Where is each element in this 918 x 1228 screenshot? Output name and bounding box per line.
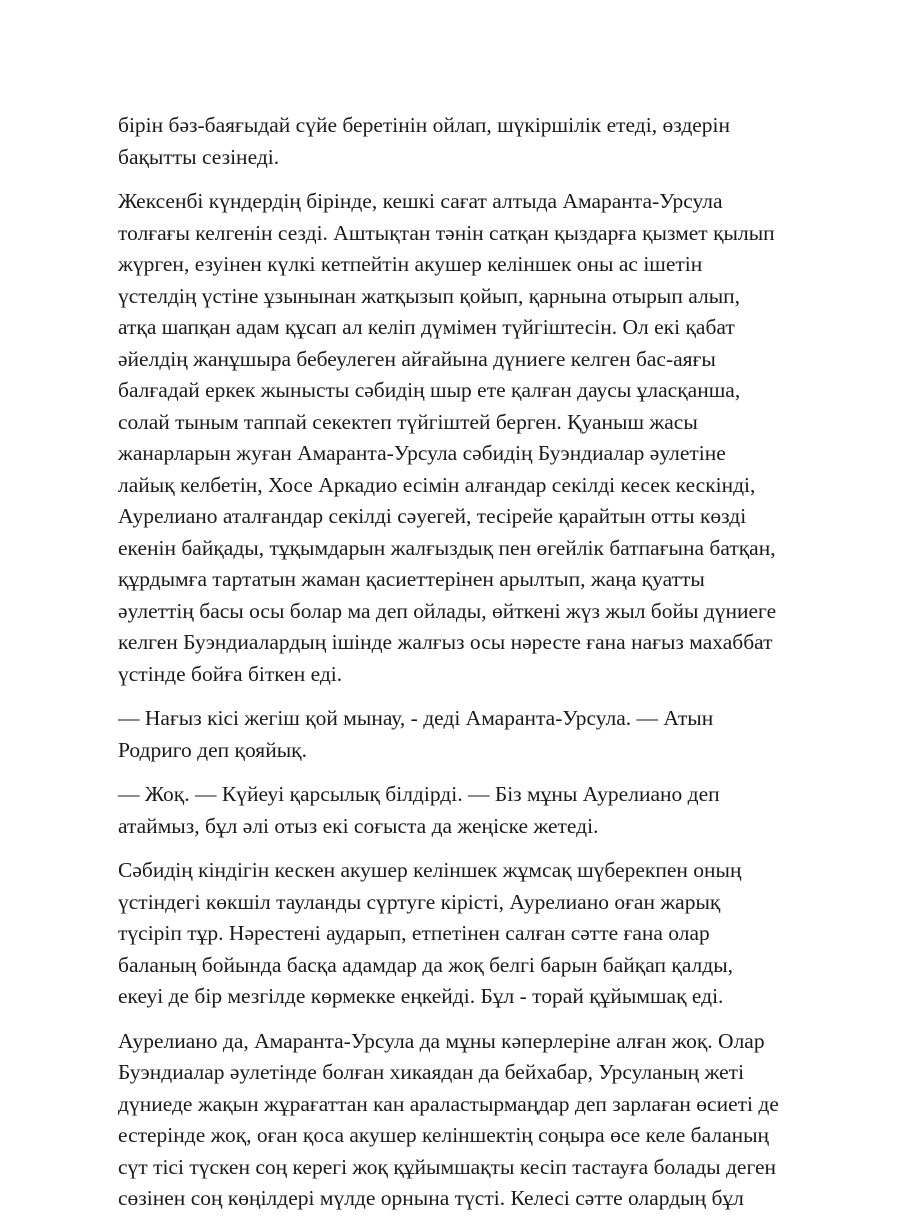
- text-line: Сәбидің кіндігін кескен акушер келіншек жұмсақ шүберекпен оның: [118, 858, 742, 882]
- text-line: сөзінен соң көңілдері мүлде орнына түсті. Келесі сәтте олардың бұл: [118, 1186, 744, 1210]
- text-line: бақытты сезінеді.: [118, 144, 280, 169]
- text-line: баланың бойында басқа адамдар да жоқ белгі барын байқап қалды,: [118, 952, 734, 977]
- text-line: атаймыз, бұл әлі отыз екі соғыста да жеңіске жетеді.: [118, 813, 599, 838]
- text-line: түсіріп тұр. Нәрестені аударып, етпетінен салған сәтте ғана олар: [118, 921, 710, 945]
- text-line: естерінде жоқ, оған қоса акушер келіншектің соңыра өсе келе баланың: [118, 1123, 770, 1147]
- text-line: жүрген, езуінен күлкі кетпейтін акушер келіншек оны ас ішетін: [118, 252, 703, 276]
- text-line: лайық келбетін, Хосе Аркадио есімін алғандар секілді кесек кескінді,: [118, 472, 756, 497]
- body-text: [118, 110, 808, 1228]
- paragraph: [118, 110, 808, 173]
- text-line: үстінде бойға біткен еді.: [118, 661, 343, 686]
- paragraph: [118, 855, 808, 1013]
- paragraph: [118, 703, 808, 766]
- text-line: солай тыным таппай секектеп түйгіштей берген. Қуаныш жасы: [118, 409, 698, 434]
- text-line: құрдымға тартатын жаман қасиеттерінен арылтып, жаңа қуатты: [118, 567, 705, 591]
- paragraph: [118, 779, 808, 842]
- paragraph: [118, 1026, 808, 1215]
- text-line: — Жоқ. — Күйеуі қарсылық білдірді. — Біз мұны Аурелиано деп: [118, 782, 720, 806]
- text-line: Буэндиалар әулетінде болған хикаядан да бейхабар, Урсуланың жеті: [118, 1060, 745, 1084]
- text-line: үстіндегі көкшіл тауланды сүртуге кірісті, Аурелиано оған жарық: [118, 889, 721, 914]
- text-line: балғадай еркек жынысты сәбидің шыр ете қалған даусы ұласқанша,: [118, 378, 741, 402]
- text-line: Аурелиано аталғандар секілді сәуегей, тесірейе қарайтын отты көзді: [118, 504, 747, 528]
- text-line: бірін бәз-баяғыдай сүйе беретінін ойлап, шүкіршілік етеді, өздерін: [118, 113, 731, 137]
- text-line: жанарларын жуған Амаранта-Урсула сәбидің Буэндиалар әулетіне: [118, 441, 726, 465]
- text-line: дүниеде жақын жұрағаттан кан араластырмаңдар деп зарлаған өсиеті де: [118, 1091, 779, 1116]
- text-line: екенін байқады, тұқымдарын жалғыздық пен өгейлік батпағына батқан,: [118, 535, 776, 560]
- text-line: Жексенбі күндердің бірінде, кешкі сағат алтыда Амаранта-Урсула: [118, 189, 723, 213]
- text-line: келген Буэндиалардың ішінде жалғыз осы нәресте ғана нағыз махаббат: [118, 630, 773, 654]
- text-line: — Нағыз кісі жегіш қой мынау, - деді Амаранта-Урсула. — Атын: [118, 706, 714, 730]
- text-line: толғағы келгенін сезді. Аштықтан тәнін сатқан қыздарға қызмет қылып: [118, 220, 775, 245]
- text-line: сүт тісі түскен соң керегі жоқ құйымшақты кесіп тастауға болады деген: [118, 1154, 777, 1179]
- text-line: Родриго деп қояйық.: [118, 737, 307, 762]
- text-line: екеуі де бір мезгілде көрмекке еңкейді. Бұл - торай құйымшақ еді.: [118, 984, 724, 1008]
- text-line: Аурелиано да, Амаранта-Урсула да мұны кәперлеріне алған жоқ. Олар: [118, 1028, 765, 1053]
- paragraph: [118, 186, 808, 690]
- text-line: әулеттің басы осы болар ма деп ойлады, өйткені жүз жыл бойы дүниеге: [118, 598, 777, 623]
- text-line: үстелдің үстіне ұзынынан жатқызып қойып, қарнына отырып алып,: [118, 283, 741, 308]
- text-line: атқа шапқан адам құсап ал келіп дүмімен түйгіштесін. Ол екі қабат: [118, 315, 735, 339]
- text-line: әйелдің жанұшыра бебеулеген айғайына дүниеге келген бас-аяғы: [118, 346, 716, 371]
